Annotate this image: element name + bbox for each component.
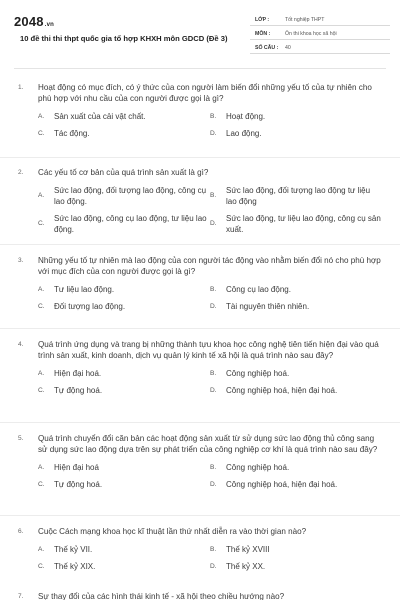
answer-options [38,462,384,490]
option-text: Sức lao động, công cụ lao động, tư liệu lao động. [54,214,207,234]
option-letter: A. [38,546,45,553]
question-number: 1. [18,84,24,91]
option-letter: A. [38,113,45,120]
question-5 [0,423,400,516]
option-text: Tự động hoá. [54,386,103,395]
option-b[interactable] [210,368,382,379]
option-text: Sức lao động, đối tượng lao động, công cụ lao động. [54,186,207,206]
answer-options [38,284,384,312]
question-number: 3. [18,257,24,264]
option-text: Thế kỷ XVIII [226,545,270,554]
option-text: Công nghiệp hoá, hiện đại hoá. [226,386,338,395]
option-text: Tác động. [54,129,90,138]
option-letter: C. [38,303,45,310]
meta-value: Tốt nghiệp THPT [285,17,325,23]
option-letter: B. [210,546,217,553]
option-letter: D. [210,481,217,488]
option-d[interactable] [210,385,382,396]
option-text: Tự động hoá. [54,480,103,489]
option-a[interactable] [38,185,210,207]
meta-key: MÔN : [255,31,271,37]
logo-main: 2048 [14,14,44,29]
option-c[interactable] [38,385,210,396]
question-stem [18,433,384,455]
document-meta [250,12,390,54]
option-text: Thế kỷ XIX. [54,562,96,571]
option-a[interactable] [38,111,210,122]
question-text: Hoạt động có mục đích, có ý thức của con người làm biến đổi những yếu tố của tự nhiên cho phù hợp với nhu cầu của con người được gọi là gì? [38,83,372,103]
option-d[interactable] [210,213,382,235]
answer-options [38,111,384,139]
question-stem [18,526,384,537]
option-d[interactable] [210,301,382,312]
option-text: Sức lao động, tư liệu lao động, công cụ sản xuất. [226,214,381,234]
option-d[interactable] [210,128,382,139]
document-title: 10 đề thi thi thpt quốc gia tổ hợp KHXH môn GDCD (Đề 3) [20,34,228,43]
option-text: Lao động. [226,129,262,138]
question-6 [0,516,400,581]
question-list [0,82,400,600]
option-letter: D. [210,130,217,137]
option-letter: A. [38,286,45,293]
option-text: Công nghiệp hoá, hiện đại hoá. [226,480,338,489]
option-letter: A. [38,192,45,199]
meta-row-subject [250,26,390,40]
option-b[interactable] [210,284,382,295]
question-number: 2. [18,169,24,176]
option-d[interactable] [210,561,382,572]
option-c[interactable] [38,128,210,139]
option-letter: C. [38,220,45,227]
option-letter: A. [38,464,45,471]
option-letter: C. [38,130,45,137]
option-c[interactable] [38,479,210,490]
option-text: Tư liệu lao động. [54,285,115,294]
option-letter: D. [210,220,217,227]
option-c[interactable] [38,213,210,235]
question-2 [0,158,400,245]
meta-value: 40 [285,45,291,51]
option-text: Hiện đại hoá. [54,369,102,378]
option-c[interactable] [38,561,210,572]
option-text: Sản xuất của cải vật chất. [54,112,146,121]
option-text: Công nghiệp hoá. [226,369,290,378]
option-letter: C. [38,387,45,394]
question-text: Sự thay đổi của các hình thái kinh tế - xã hội theo chiều hướng nào? [38,592,285,600]
question-stem [18,167,384,178]
option-c[interactable] [38,301,210,312]
question-text: Các yếu tố cơ bản của quá trình sản xuất là gì? [38,168,209,177]
option-a[interactable] [38,284,210,295]
meta-row-class [250,12,390,26]
option-text: Đối tượng lao động. [54,302,126,311]
option-b[interactable] [210,111,382,122]
option-letter: B. [210,113,217,120]
question-number: 4. [18,341,24,348]
meta-key: LỚP : [255,17,270,23]
logo-suffix: .vn [44,22,55,28]
option-text: Hoạt động. [226,112,266,121]
option-b[interactable] [210,185,382,207]
answer-options [38,185,384,235]
answer-options [38,368,384,396]
option-letter: B. [210,370,217,377]
question-7 [0,581,400,600]
question-1 [0,82,400,158]
option-b[interactable] [210,462,382,473]
question-stem [18,591,384,600]
option-letter: B. [210,464,217,471]
question-4 [0,329,400,423]
question-text: Quá trình ứng dụng và trang bị những thành tựu khoa học công nghệ tiên tiến hiện đại vào quá trình sản xuất, kinh doanh, dịch vụ quản lý kinh tế xã hội là quá trình nào sau đây? [38,340,379,360]
question-stem [18,82,384,104]
answer-options [38,544,384,572]
question-stem [18,339,384,361]
option-letter: C. [38,563,45,570]
option-a[interactable] [38,462,210,473]
site-logo[interactable] [14,14,54,29]
question-text: Những yếu tố tự nhiên mà lao động của con người tác động vào nhằm biến đổi nó cho phù hợp với mục đích của con người được gọi là gì? [38,256,381,276]
option-b[interactable] [210,544,382,555]
question-stem [18,255,384,277]
option-letter: B. [210,192,217,199]
option-text: Thế kỷ XX. [226,562,266,571]
page-header [0,0,400,64]
question-number: 5. [18,435,24,442]
question-3 [0,245,400,329]
option-letter: D. [210,563,217,570]
option-a[interactable] [38,544,210,555]
meta-key: SỐ CÂU : [255,45,279,51]
option-text: Sức lao động, đối tượng lao động tư liệu lao động [226,186,371,206]
option-letter: B. [210,286,217,293]
question-number: 6. [18,528,24,535]
option-d[interactable] [210,479,382,490]
option-letter: D. [210,303,217,310]
option-a[interactable] [38,368,210,379]
option-text: Hiện đại hoá [54,463,99,472]
option-letter: A. [38,370,45,377]
option-text: Công nghiệp hoá. [226,463,290,472]
option-letter: D. [210,387,217,394]
question-number: 7. [18,593,24,600]
header-divider [14,68,386,69]
meta-value: Ôn thi khoa học xã hội [285,31,337,37]
question-text: Cuộc Cách mạng khoa học kĩ thuật lần thứ nhất diễn ra vào thời gian nào? [38,527,307,536]
option-letter: C. [38,481,45,488]
option-text: Tài nguyên thiên nhiên. [226,302,310,311]
meta-row-question-count [250,40,390,54]
option-text: Công cụ lao động. [226,285,291,294]
question-text: Quá trình chuyển đổi căn bản các hoạt động sản xuất từ sử dụng sức lao động thủ công sang sử dụng sức lao động dựa trên sự phát triển của công nghiệp cơ khí là quá trình nào sau đây? [38,434,378,454]
option-text: Thế kỷ VII. [54,545,93,554]
